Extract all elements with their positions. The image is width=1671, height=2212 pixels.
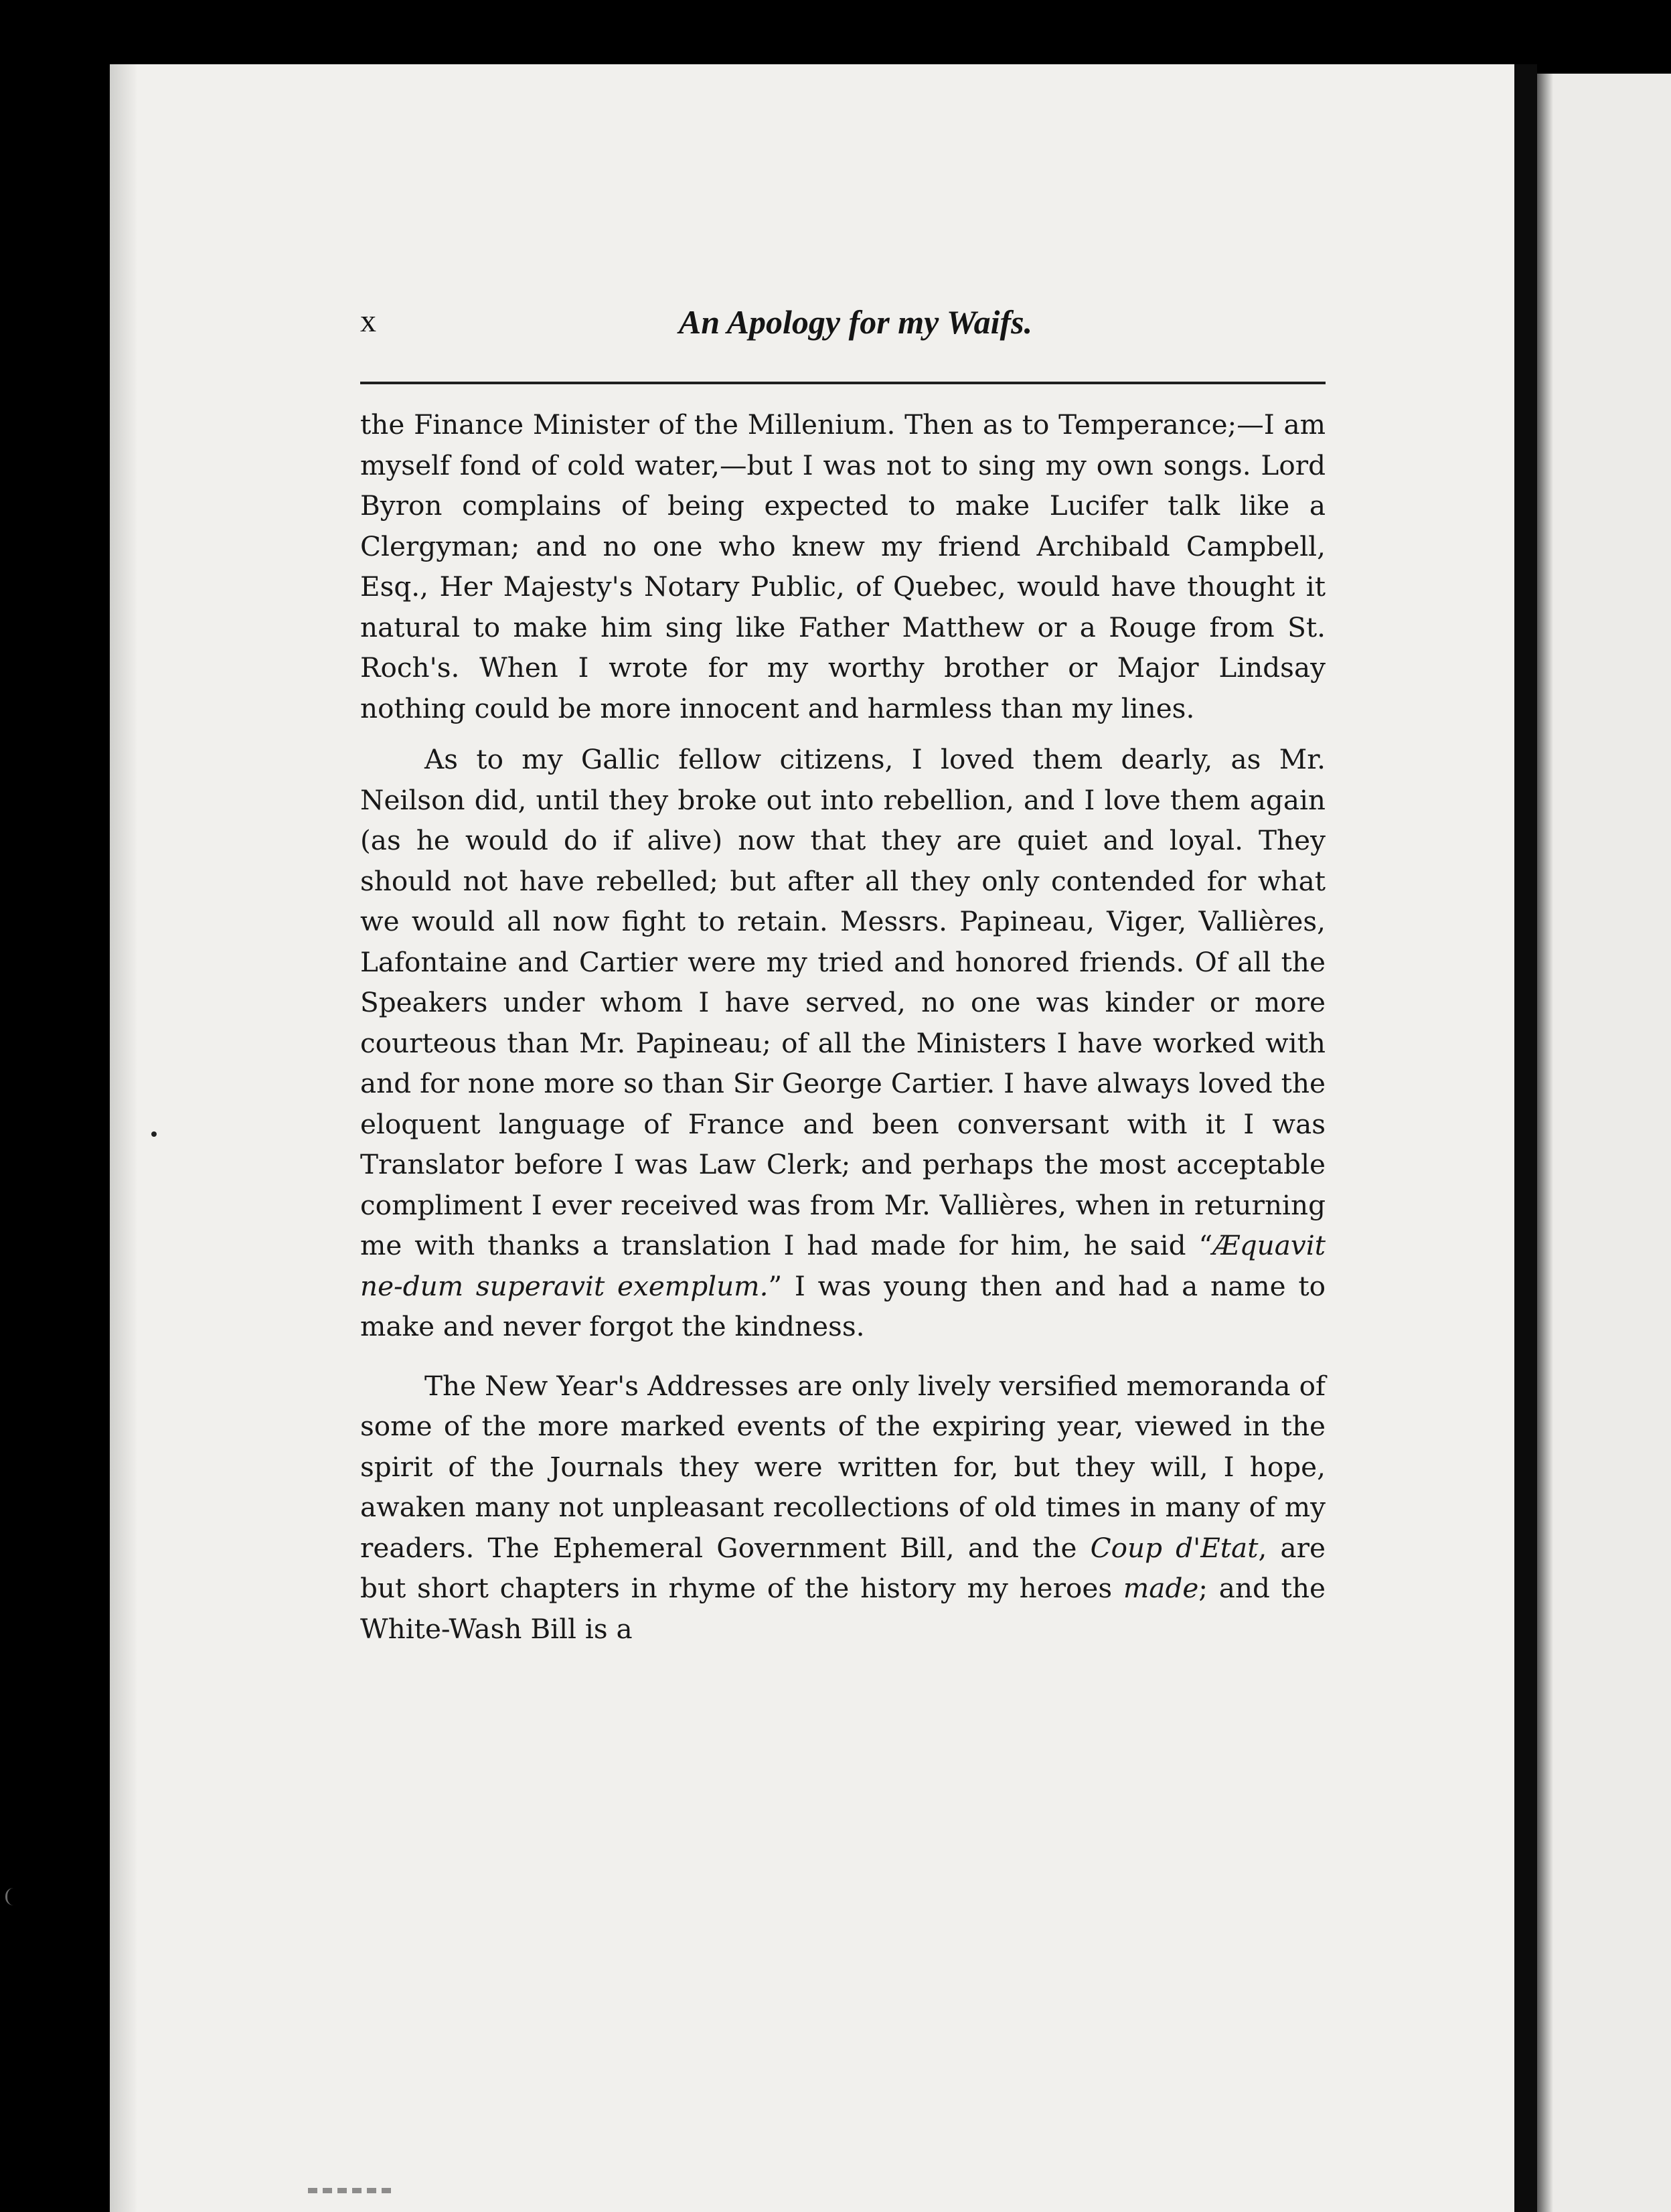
coup-detat: Coup d'Etat bbox=[1090, 1531, 1259, 1564]
facing-page-shadow bbox=[1537, 74, 1553, 2212]
book-gutter bbox=[1514, 64, 1537, 2212]
scan-edge-mark bbox=[5, 1888, 14, 1905]
paragraph-2-text: As to my Gallic fellow citizens, I loved them dearly, as Mr. Neilson did, until they broke out into rebellion, and I love them again (as he would do if alive) now that they are quiet and loyal. They should not have rebelled; but after all they only contended for what we would all now fight to retain. Messrs. Papineau, Viger, Vallières, Lafontaine and Cartier were my tried and honored friends. Of all the Speakers under whom I have served, no one was kinder or more courteous than Mr. Papineau; of all the Ministers I have worked with and for none more so than Sir George Cartier. I have always loved the eloquent language of France and been conversant with it I was Translator before I was Law Clerk; and perhaps the most acceptable compliment I ever received was from Mr. Vallières, when in returning me with thanks a translation I had made for him, he said bbox=[360, 743, 1326, 1261]
scan-bottom-marks bbox=[308, 2188, 395, 2193]
facing-page-edge bbox=[1537, 74, 1671, 2212]
latin-quote: Æquavit ne-dum superavit exemplum. bbox=[360, 1229, 1326, 1302]
page-body bbox=[360, 404, 1326, 1649]
margin-speck bbox=[151, 1131, 157, 1137]
open-quote: “ bbox=[1198, 1229, 1213, 1261]
paragraph-2-tail: I was young then and had a name to make and never forgot the kindness. bbox=[360, 1269, 1326, 1342]
paragraph-3-middle: , are but short chapters in rhyme of the history my heroes bbox=[360, 1531, 1326, 1604]
page-number: x bbox=[360, 303, 376, 339]
paragraph-2 bbox=[360, 739, 1326, 1347]
page-binding-edge bbox=[110, 64, 137, 2212]
paragraph-1: the Finance Minister of the Millenium. Then as to Temperance;—I am myself fond of cold water,—but I was not to sing my own songs. Lord Byron complains of being expected to make Lucifer talk like a Clergyman; and no one who knew my friend Archibald Campbell, Esq., Her Majesty's Notary Public, of Quebec, would have thought it natural to make him sing like Father Matthew or a Rouge from St. Roch's. When I wrote for my worthy brother or Major Lindsay nothing could be more innocent and harmless than my lines. bbox=[360, 408, 1326, 724]
paragraph-3 bbox=[360, 1366, 1326, 1650]
paragraph-3-tail: ; and the White-Wash Bill is a bbox=[360, 1572, 1326, 1645]
paragraph-3-text: The New Year's Addresses are only lively versified memoranda of some of the more marked events of the expiring year, viewed in the spirit of the Journals they were written for, but they will, I hope, awaken many not unpleasant recollections of old times in many of my readers. The Ephemeral Government Bill, and the bbox=[360, 1369, 1326, 1564]
header-rule bbox=[360, 382, 1326, 384]
close-quote: ” bbox=[768, 1269, 783, 1302]
made-emphasis: made bbox=[1123, 1572, 1199, 1604]
running-head bbox=[360, 303, 1324, 356]
running-title: An Apology for my Waifs. bbox=[678, 303, 1033, 341]
